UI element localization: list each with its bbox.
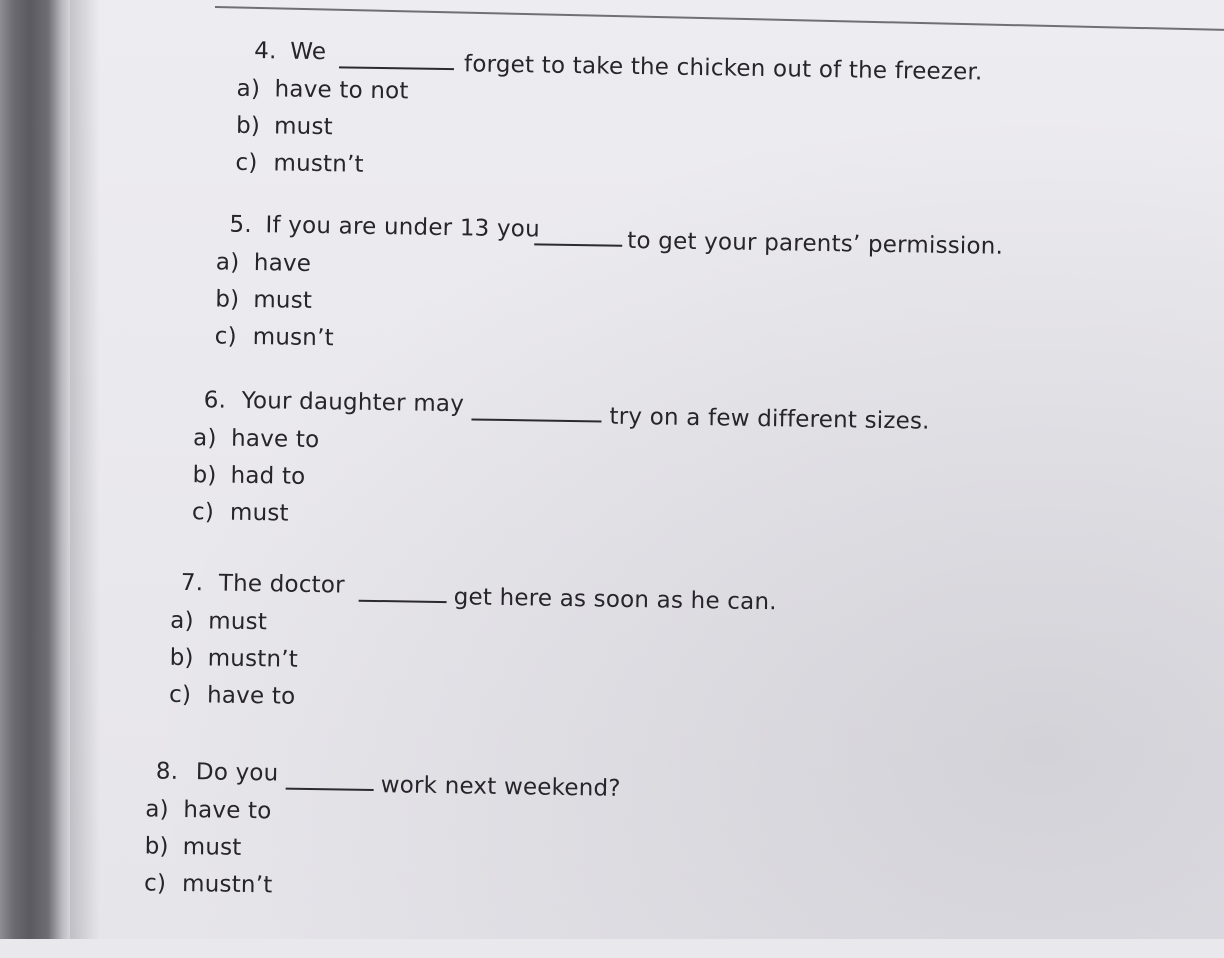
question-stem: [180, 569, 777, 616]
option-c: [169, 680, 298, 719]
option-text: mustn’t: [181, 870, 273, 899]
stem-after-blank: get here as soon as he can.: [453, 584, 777, 616]
option-c: [192, 497, 319, 536]
option-letter: b): [235, 112, 261, 140]
option-b: [215, 284, 335, 323]
option-b: [169, 643, 298, 682]
option-letter: c): [143, 870, 167, 897]
answer-blank: [339, 66, 454, 70]
option-list: [235, 74, 409, 188]
option-text: have to not: [274, 76, 409, 105]
question-number: 8.: [155, 758, 179, 785]
option-letter: c): [191, 499, 215, 526]
option-text: mustn’t: [207, 645, 299, 673]
option-text: must: [208, 608, 268, 636]
option-c: [214, 321, 334, 360]
option-a: [170, 606, 299, 645]
option-letter: c): [214, 323, 237, 350]
option-text: musn’t: [252, 324, 335, 352]
question-number: 4.: [254, 38, 277, 65]
option-letter: a): [236, 75, 261, 103]
option-b: [192, 460, 319, 499]
option-list: [192, 423, 320, 536]
option-text: had to: [230, 462, 306, 490]
answer-blank: [286, 788, 374, 791]
option-letter: c): [235, 149, 258, 177]
option-a: [193, 423, 320, 462]
option-letter: b): [144, 833, 169, 860]
option-a: [216, 247, 336, 286]
question-stem: [229, 211, 1004, 260]
stem-after-blank: forget to take the chicken out of the freezer.: [463, 51, 983, 86]
option-list: [144, 794, 274, 907]
stem-before-blank: Do you: [195, 759, 279, 787]
option-letter: c): [168, 681, 192, 709]
stem-after-blank: try on a few different sizes.: [609, 403, 930, 435]
question-4: [235, 38, 983, 188]
option-letter: a): [170, 607, 194, 635]
option-a: [145, 794, 274, 833]
question-8: [143, 758, 621, 908]
question-number: 7.: [180, 569, 204, 597]
question-7: [168, 569, 777, 719]
option-text: must: [229, 499, 289, 527]
option-text: have to: [206, 682, 296, 710]
option-b: [236, 111, 409, 151]
option-letter: b): [192, 462, 217, 489]
answer-blank: [534, 243, 622, 246]
question-6: [191, 387, 930, 536]
stem-after-blank: to get your parents’ permission.: [627, 227, 1004, 260]
option-text: must: [273, 113, 334, 141]
option-text: have to: [230, 425, 320, 454]
option-text: have: [253, 250, 312, 277]
option-letter: a): [215, 249, 240, 276]
option-letter: b): [215, 286, 240, 313]
option-text: must: [253, 287, 313, 314]
question-stem: [254, 38, 983, 86]
option-letter: a): [145, 796, 169, 823]
stem-after-blank: work next weekend?: [380, 772, 621, 802]
option-a: [236, 74, 409, 114]
question-stem: [203, 387, 930, 435]
question-stem: [155, 758, 621, 802]
option-letter: b): [169, 644, 194, 672]
option-list: [169, 606, 299, 719]
stem-before-blank: Your daughter may: [241, 387, 465, 418]
answer-blank: [359, 600, 447, 603]
option-list: [214, 247, 335, 360]
option-letter: a): [192, 425, 217, 452]
answer-blank: [471, 418, 601, 422]
question-number: 5.: [229, 211, 253, 238]
option-c: [144, 868, 273, 907]
stem-before-blank: The doctor: [218, 570, 346, 599]
option-text: must: [182, 833, 242, 861]
option-c: [235, 148, 408, 188]
stem-before-blank: If you are under 13 you: [265, 212, 541, 243]
stem-before-blank: We: [290, 38, 327, 66]
option-text: have to: [183, 796, 272, 825]
option-b: [144, 831, 273, 870]
question-number: 6.: [203, 387, 227, 414]
question-5: [214, 211, 1004, 361]
option-text: mustn’t: [273, 150, 364, 178]
